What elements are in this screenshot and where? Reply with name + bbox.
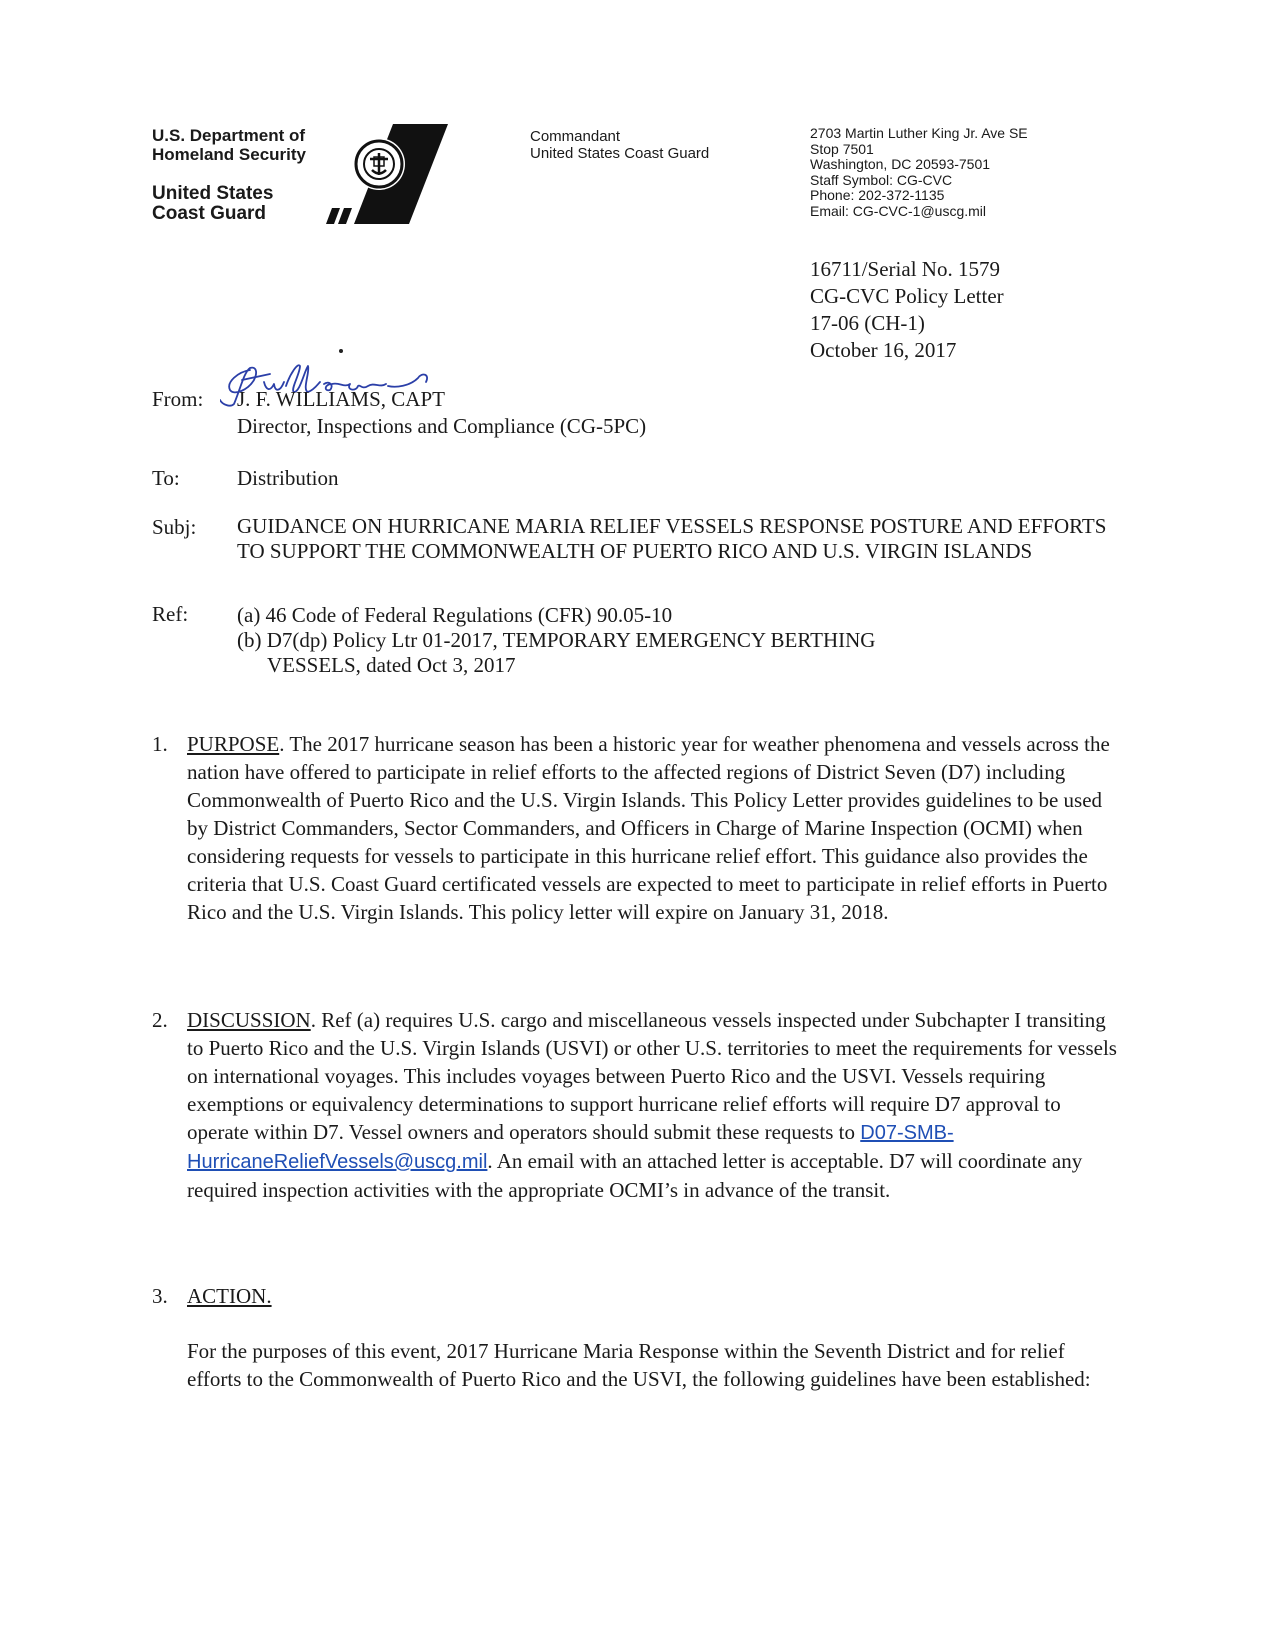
to-label: To: xyxy=(152,466,180,490)
dept-line-2: Homeland Security xyxy=(152,145,306,164)
reference-b-text: (b) D7(dp) Policy Ltr 01-2017, TEMPORARY EMERGENCY BERTHING VESSELS, dated Oct 3, 2017 xyxy=(237,628,876,677)
serial-number: 16711/Serial No. 1579 xyxy=(810,257,1000,281)
address-line: Email: CG-CVC-1@uscg.mil xyxy=(810,202,987,219)
section-number: 1. xyxy=(152,732,168,756)
department-name xyxy=(152,126,306,164)
reference-a-text: (a) 46 Code of Federal Regulations (CFR) 90.05-10 xyxy=(237,603,673,627)
address-line: Washington, DC 20593-7501 xyxy=(810,156,991,172)
from-title: Director, Inspections and Compliance (CG-5PC) xyxy=(237,414,647,438)
section-number: 2. xyxy=(152,1008,168,1032)
uscg-line-1: United States xyxy=(152,183,274,204)
subj-label: Subj: xyxy=(152,515,197,539)
letter-date: October 16, 2017 xyxy=(810,338,957,362)
address-line: 2703 Martin Luther King Jr. Ave SE xyxy=(810,125,1028,141)
policy-letter-label: CG-CVC Policy Letter xyxy=(810,284,1004,308)
purpose-text: . The 2017 hurricane season has been a historic year for weather phenomena and vessels across the nation have offered to participate in relief efforts to the affected regions of District Seven (D7) including Commonwealth of Puerto Rico and the U.S. Virgin Islands. This Policy Letter provides guidelines to be used by District Commanders, Sector Commanders, and Officers in Charge of Marine Inspection (OCMI) when considering requests for vessels to participate in this hurricane relief effort. This guidance also provides the criteria that U.S. Coast Guard certificated vessels are expected to meet to participate in relief efforts in Puerto Rico and the U.S. Virgin Islands. This policy letter will expire on January 31, 2018. xyxy=(187,732,1110,924)
address-line: Staff Symbol: CG-CVC xyxy=(810,171,953,188)
address-block xyxy=(810,126,1028,219)
action-heading: ACTION. xyxy=(187,1284,272,1308)
commandant-block xyxy=(530,128,709,162)
coast-guard-seal-icon xyxy=(318,124,448,224)
subject-text: GUIDANCE ON HURRICANE MARIA RELIEF VESSELS RESPONSE POSTURE AND EFFORTS TO SUPPORT THE COMMONWEALTH OF PUERTO RICO AND U.S. VIRGIN ISLANDS xyxy=(237,514,1107,563)
from-label: From: xyxy=(152,387,204,411)
discussion-text-end: . An email with an attached letter is acceptable. D7 will coordinate any required inspection activities with the appropriate OCMI’s in advance of the transit. xyxy=(187,1149,1083,1202)
from-name: J. F. WILLIAMS, CAPT xyxy=(237,387,445,411)
discussion-heading: DISCUSSION xyxy=(187,1008,311,1032)
address-line: Stop 7501 xyxy=(810,140,874,157)
commandant-line-2: United States Coast Guard xyxy=(530,145,710,162)
commandant-line-1: Commandant xyxy=(530,128,621,145)
action-section xyxy=(152,1282,1117,1310)
email-link[interactable]: D07-SMB-HurricaneReliefVessels@uscg.mil xyxy=(187,1122,954,1173)
to-value: Distribution xyxy=(237,466,339,490)
address-line: Phone: 202-372-1135 xyxy=(810,187,945,203)
uscg-line-2: Coast Guard xyxy=(152,203,267,224)
dept-line-1: U.S. Department of xyxy=(152,126,306,145)
section-number: 3. xyxy=(152,1284,168,1308)
ref-label: Ref: xyxy=(152,602,189,626)
serial-block xyxy=(810,256,1004,364)
discussion-text: . Ref (a) requires U.S. cargo and miscellaneous vessels inspected under Subchapter I transiting to Puerto Rico and the U.S. Virgin Islands (USVI) or other U.S. territories to meet the requirements for vessels on international voyages. This includes voyages between Puerto Rico and the USVI. Vessels requiring exemptions or equivalency determinations to support hurricane relief efforts will require D7 approval to operate within D7. Vessel owners and operators should submit these requests to xyxy=(187,1008,1117,1144)
policy-letter-number: 17-06 (CH-1) xyxy=(810,311,925,335)
action-text: For the purposes of this event, 2017 Hurricane Maria Response within the Seventh District and for relief efforts to the Commonwealth of Puerto Rico and the USVI, the following guidelines have been established: xyxy=(187,1339,1091,1391)
discussion-section xyxy=(152,1006,1117,1204)
purpose-section xyxy=(152,730,1117,926)
agency-name xyxy=(152,184,273,224)
purpose-heading: PURPOSE xyxy=(187,732,280,756)
reference-a xyxy=(237,603,1057,628)
reference-b xyxy=(237,628,967,678)
ink-dot xyxy=(339,349,343,353)
